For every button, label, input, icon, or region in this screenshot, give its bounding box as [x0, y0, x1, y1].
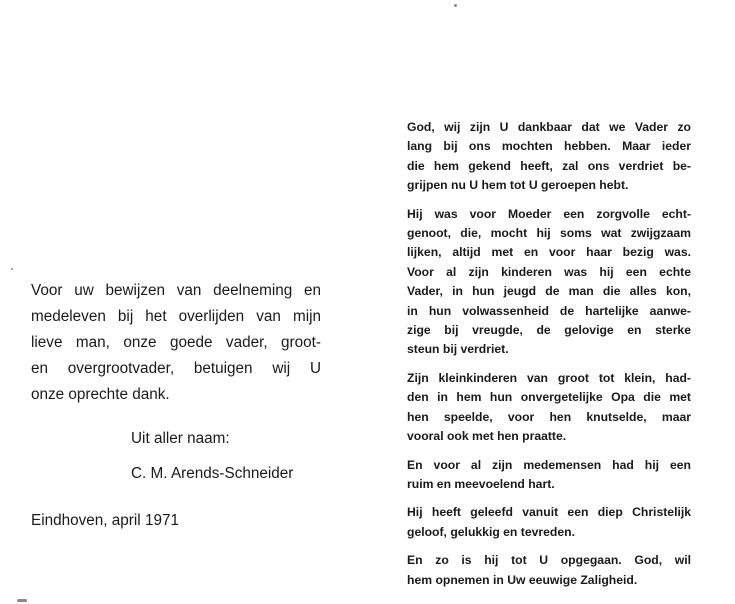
- thank-you-line: medeleven bij het overlijden van mijn: [31, 308, 321, 325]
- paper-speck: [454, 4, 457, 7]
- thank-you-line: lieve man, onze goede vader, groot-: [31, 334, 321, 351]
- memorial-text: [407, 118, 691, 599]
- memorial-line: Zijn kleinkinderen van groot tot klein, had-: [407, 370, 691, 385]
- memorial-line: in hun volwassenheid de hartelijke aanwe-: [407, 303, 691, 318]
- place-date: Eindhoven, april 1971: [31, 512, 179, 529]
- memorial-line: God, wij zijn U dankbaar dat we Vader zo: [407, 120, 691, 134]
- signature-name: C. M. Arends-Schneider: [131, 465, 294, 482]
- memorial-line: hen speelde, voor hen knutselde, maar: [407, 409, 691, 424]
- memorial-paragraph: [407, 205, 691, 360]
- memorial-line: geloof, gelukkig en tevreden.: [407, 524, 575, 539]
- memorial-line: lang bij ons mochten hebben. Maar ieder: [407, 139, 691, 154]
- memorial-line: En voor al zijn medemensen had hij een: [407, 457, 691, 472]
- paper-speck: [17, 599, 27, 602]
- thank-you-line: onze oprechte dank.: [31, 386, 170, 403]
- memorial-paragraph: [407, 503, 691, 542]
- memorial-paragraph: [407, 118, 691, 196]
- paper-speck: [11, 268, 13, 270]
- memorial-line: den in hem hun onvergetelijke Opa die met: [407, 390, 691, 405]
- memorial-line: lijken, altijd met en voor haar bezig was.: [407, 245, 691, 260]
- thank-you-line: Voor uw bewijzen van deelneming en: [31, 282, 321, 299]
- memorial-line: En zo is hij tot U opgegaan. God, wil: [407, 553, 691, 568]
- memorial-line: zige bij vreugde, de gelovige en sterke: [407, 323, 691, 338]
- memorial-line: Vader, in hun jeugd de man die alles kon,: [407, 284, 691, 299]
- memorial-line: Hij heeft geleefd vanuit een diep Christelijk: [407, 505, 691, 520]
- thank-you-text: [31, 278, 321, 408]
- memorial-line: steun bij verdriet.: [407, 342, 509, 357]
- memorial-line: Voor al zijn kinderen was hij een echte: [407, 264, 691, 279]
- memorial-line: hem opnemen in Uw eeuwige Zaligheid.: [407, 572, 638, 587]
- memorial-line: vooral ook met hen praatte.: [407, 429, 567, 444]
- signature-label: Uit aller naam:: [131, 430, 230, 447]
- memorial-paragraph: [407, 369, 691, 447]
- memorial-paragraph: [407, 456, 691, 495]
- memorial-line: Hij was voor Moeder een zorgvolle echt-: [407, 206, 691, 221]
- memorial-line: grijpen nu U hem tot U geroepen hebt.: [407, 178, 629, 193]
- memorial-line: genoot, die, mocht hij soms wat zwijgzaam: [407, 226, 691, 241]
- memorial-paragraph: [407, 551, 691, 590]
- memorial-line: ruim en meevoelend hart.: [407, 476, 555, 491]
- memorial-line: die hem gekend heeft, zal ons verdriet be-: [407, 158, 691, 173]
- thank-you-line: en overgrootvader, betuigen wij U: [31, 360, 321, 377]
